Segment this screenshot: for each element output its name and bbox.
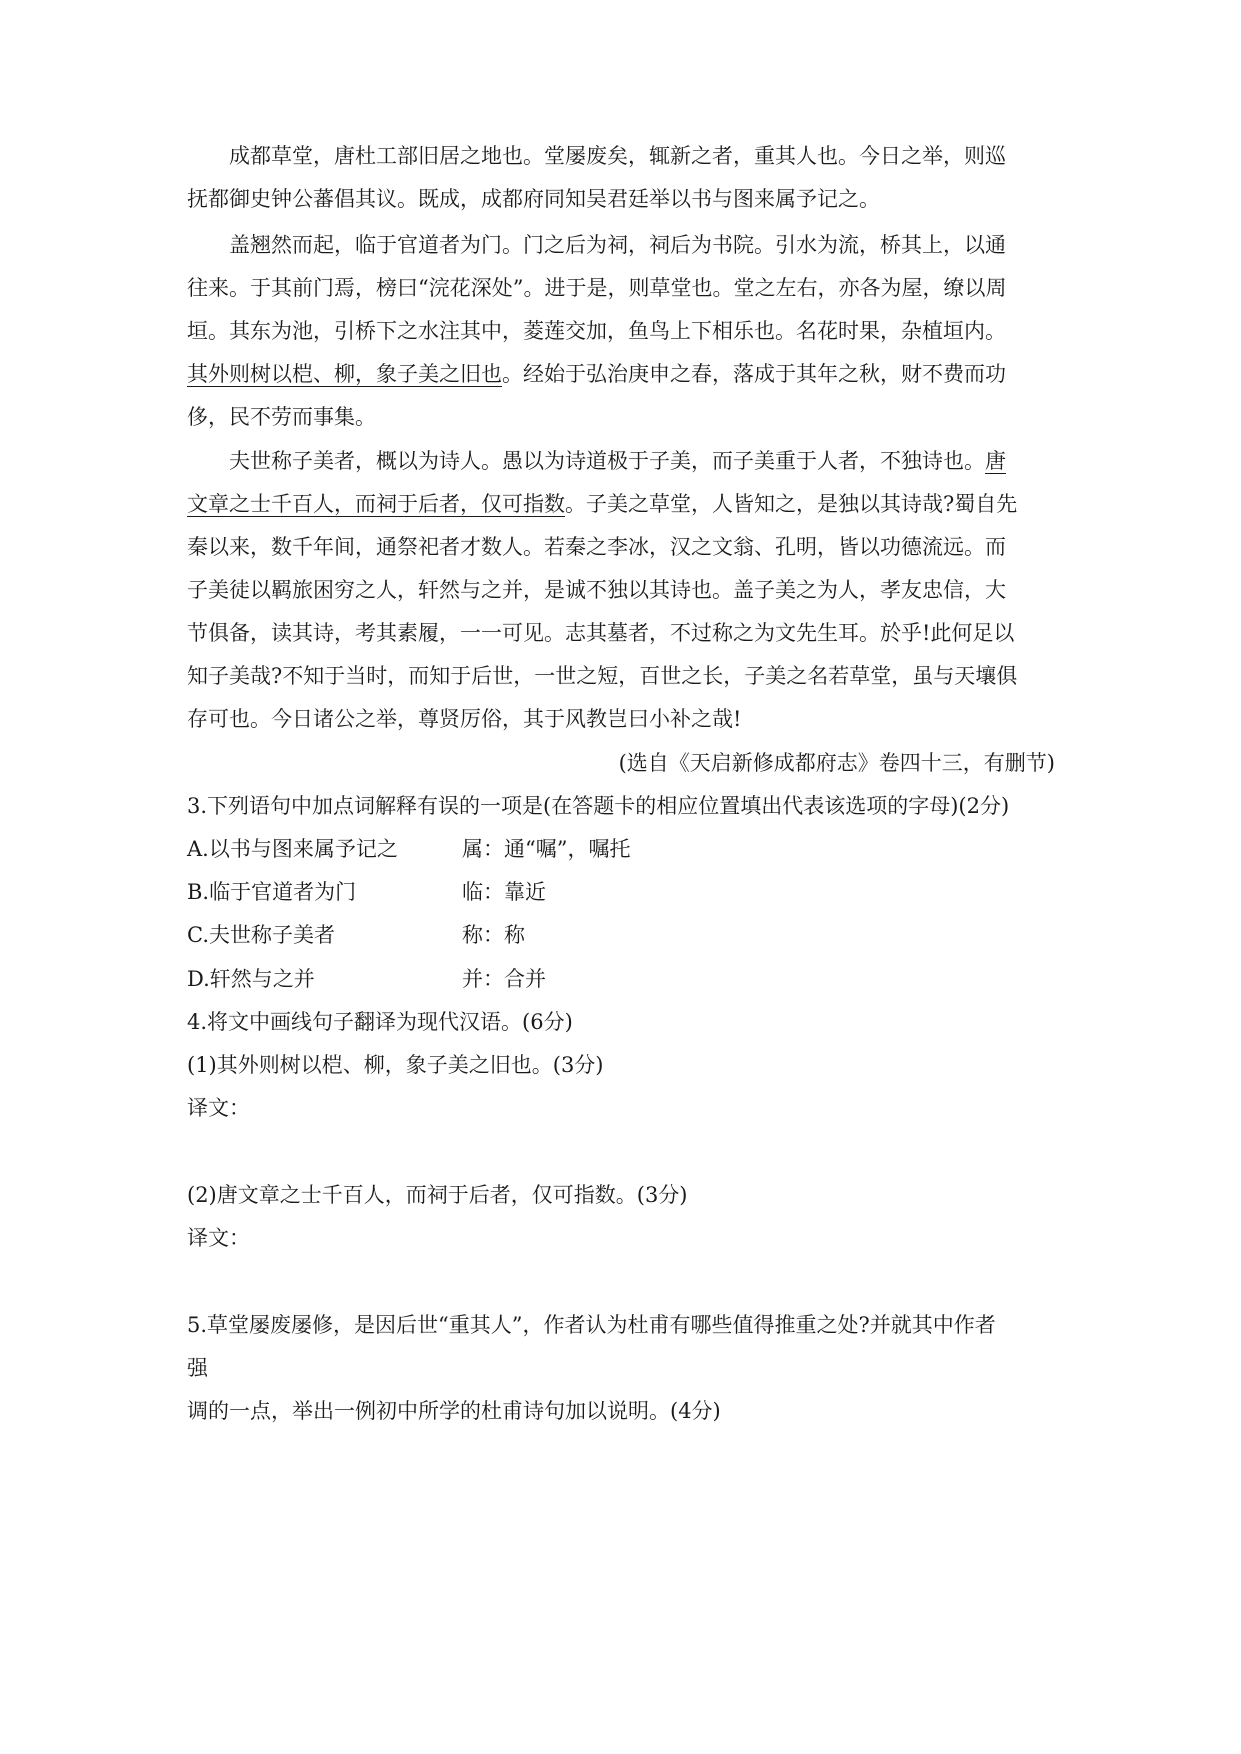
passage-p3-line-7: 存可也。今日诸公之举，尊贤厉俗，其于风教岂曰小补之哉! <box>187 707 742 731</box>
question-4-stem: 4.将文中画线句子翻译为现代汉语。(6分) <box>187 1010 573 1034</box>
q3-option-c-explanation: 称：称 <box>462 923 525 947</box>
passage-source: (选自《天启新修成都府志》卷四十三，有删节) <box>618 751 1055 775</box>
q3-option-b-sentence: B.临于官道者为门 <box>187 880 357 904</box>
underlined-sentence-2: 文章之士千百人，而祠于后者，仅可指数 <box>187 492 565 516</box>
passage-p1-line-1: 成都草堂，唐杜工部旧居之地也。堂屡废矣，辄新之者，重其人也。今日之举，则巡 <box>229 144 1006 168</box>
passage-p3-line-4: 子美徒以羁旅困穷之人，轩然与之并，是诚不独以其诗也。盖子美之为人，孝友忠信，大 <box>187 578 1006 602</box>
passage-p2-line-4-rest: 。经始于弘治庚申之春，落成于其年之秋，财不费而功 <box>502 362 1006 386</box>
passage-p2-line-2: 往来。于其前门焉，榜曰“浣花深处”。进于是，则草堂也。堂之左右，亦各为屋，缭以周 <box>187 276 1007 300</box>
passage-p3-line-5: 节俱备，读其诗，考其素履，一一可见。志其墓者，不过称之为文先生耳。於乎!此何足以 <box>187 621 1015 645</box>
q3-option-d-sentence: D.轩然与之并 <box>187 967 315 991</box>
question-4-answer-label-1: 译文： <box>187 1096 250 1120</box>
passage-p2-line-5: 侈，民不劳而事集。 <box>187 405 376 429</box>
q3-option-d-explanation: 并：合并 <box>462 967 546 991</box>
passage-p3-line-3: 秦以来，数千年间，通祭祀者才数人。若秦之李冰，汉之文翁、孔明，皆以功德流远。而 <box>187 535 1006 559</box>
passage-p3-line-1 <box>229 446 1006 476</box>
passage-p2-line-4 <box>187 359 1006 389</box>
underlined-sentence-2-start: 唐 <box>985 449 1006 473</box>
passage-p3-line-2 <box>187 489 1017 519</box>
question-4-answer-label-2: 译文： <box>187 1226 250 1250</box>
question-5-line-2: 强 <box>187 1356 208 1380</box>
passage-p2-line-1: 盖翘然而起，临于官道者为门。门之后为祠，祠后为书院。引水为流，桥其上，以通 <box>229 233 1006 257</box>
passage-p3-line-2-rest: 。子美之草堂，人皆知之，是独以其诗哉?蜀自先 <box>565 492 1018 516</box>
passage-p1-line-2: 抚都御史钟公蕃倡其议。既成，成都府同知吴君廷举以书与图来属予记之。 <box>187 187 880 211</box>
underlined-sentence-1: 其外则树以桤、柳，象子美之旧也 <box>187 362 502 386</box>
question-3-stem: 3.下列语句中加点词解释有误的一项是(在答题卡的相应位置填出代表该选项的字母)(2分) <box>187 794 1010 818</box>
question-4-sub-2: (2)唐文章之士千百人，而祠于后者，仅可指数。(3分) <box>187 1183 688 1207</box>
passage-p3-line-6: 知子美哉?不知于当时，而知于后世，一世之短，百世之长，子美之名若草堂，虽与天壤俱 <box>187 664 1018 688</box>
question-4-sub-1: (1)其外则树以桤、柳，象子美之旧也。(3分) <box>187 1053 604 1077</box>
question-5-line-1: 5.草堂屡废屡修，是因后世“重其人”，作者认为杜甫有哪些值得推重之处?并就其中作者 <box>187 1313 996 1337</box>
passage-p3-line-1-text: 夫世称子美者，概以为诗人。愚以为诗道极于子美，而子美重于人者，不独诗也。 <box>229 449 985 473</box>
q3-option-a-sentence: A.以书与图来属予记之 <box>187 837 398 861</box>
passage-p2-line-3: 垣。其东为池，引桥下之水注其中，菱莲交加，鱼鸟上下相乐也。名花时果，杂植垣内。 <box>187 319 1006 343</box>
question-5-line-3: 调的一点，举出一例初中所学的杜甫诗句加以说明。(4分) <box>187 1399 721 1423</box>
q3-option-a-explanation: 属：通“嘱”，嘱托 <box>462 837 631 861</box>
q3-option-b-explanation: 临：靠近 <box>462 880 546 904</box>
q3-option-c-sentence: C.夫世称子美者 <box>187 923 335 947</box>
